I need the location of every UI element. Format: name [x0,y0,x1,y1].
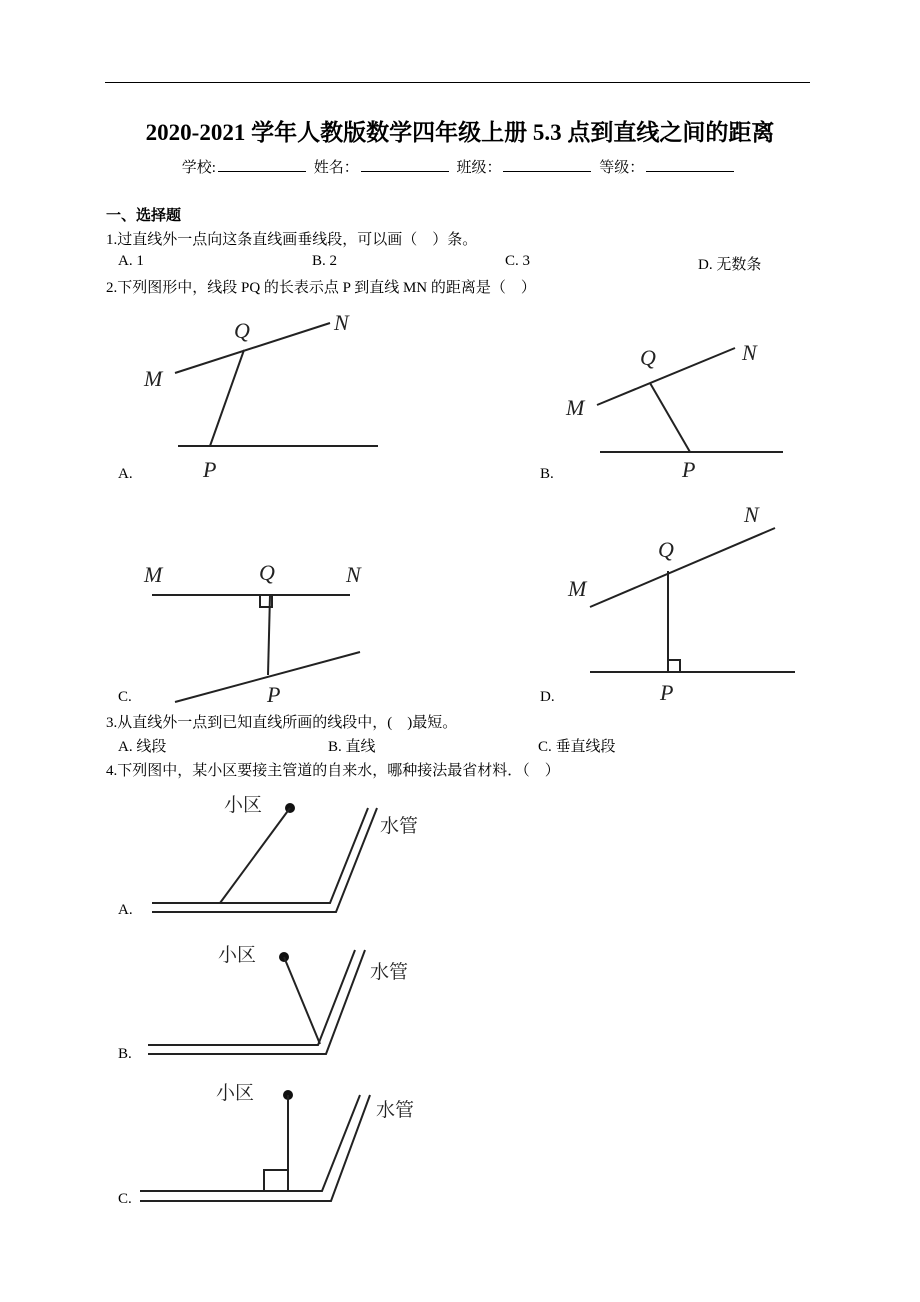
point-p-label: P [682,457,696,482]
point-p-label: P [660,680,674,705]
community-label: 小区 [224,794,263,816]
community-label: 小区 [216,1082,255,1104]
point-m-label: M [568,576,587,601]
q4-option-a[interactable]: A. [118,902,133,918]
q2-option-b[interactable]: B. [540,466,554,482]
question-2: 2.下列图形中，线段 PQ 的长表示点 P 到直线 MN 的距离是（ ） [106,280,536,296]
question-1: 1.过直线外一点向这条直线画垂线段，可以画（ ）条。 [106,232,478,248]
figure-q4-c [140,1082,414,1201]
name-label: 姓名： [313,160,359,176]
point-q-label: Q [658,537,674,562]
q2-option-c[interactable]: C. [118,689,132,705]
point-q-label: Q [259,560,275,585]
q2-option-a[interactable]: A. [118,466,133,482]
point-n-label: N [334,310,349,335]
question-3: 3.从直线外一点到已知直线所画的线段中，( )最短。 [106,715,458,731]
point-n-label: N [742,340,757,365]
figure-q2-c [143,560,362,707]
section-heading: 一、选择题 [106,208,182,224]
q4-option-b[interactable]: B. [118,1046,132,1062]
q4-option-c[interactable]: C. [118,1191,132,1207]
question-4: 4.下列图中，某小区要接主管道的自来水，哪种接法最省材料．（ ） [106,763,560,779]
q1-option-a[interactable]: A. 1 [118,253,144,269]
pipe-label: 水管 [370,961,409,983]
q3-option-b[interactable]: B. 直线 [328,739,376,755]
point-m-label: M [144,562,163,587]
point-m-label: M [566,395,585,420]
point-m-label: M [144,366,163,391]
q1-option-d[interactable]: D. 无数条 [698,257,762,273]
q3-option-a[interactable]: A. 线段 [118,739,167,755]
q1-option-b[interactable]: B. 2 [312,253,338,269]
community-label: 小区 [218,944,257,966]
q1-option-c[interactable]: C. 3 [505,253,531,269]
point-q-label: Q [640,345,656,370]
figure-q2-d [567,502,795,705]
point-p-label: P [267,682,281,707]
grade-label: 等级： [599,160,645,176]
school-label: 学校: [181,160,216,176]
point-p-label: P [203,457,217,482]
point-n-label: N [346,562,361,587]
figure-q2-a [143,310,378,482]
q3-option-c[interactable]: C. 垂直线段 [538,739,616,755]
point-n-label: N [744,502,759,527]
pipe-label: 水管 [380,815,419,837]
pipe-label: 水管 [376,1099,415,1121]
figure-q2-b [565,340,783,482]
figure-q4-a [152,794,418,912]
q2-option-d[interactable]: D. [540,689,555,705]
page-title: 2020-2021 学年人教版数学四年级上册 5.3 点到直线之间的距离 [145,120,775,145]
figure-q4-b [148,944,408,1054]
class-label: 班级： [456,160,502,176]
point-q-label: Q [234,318,250,343]
